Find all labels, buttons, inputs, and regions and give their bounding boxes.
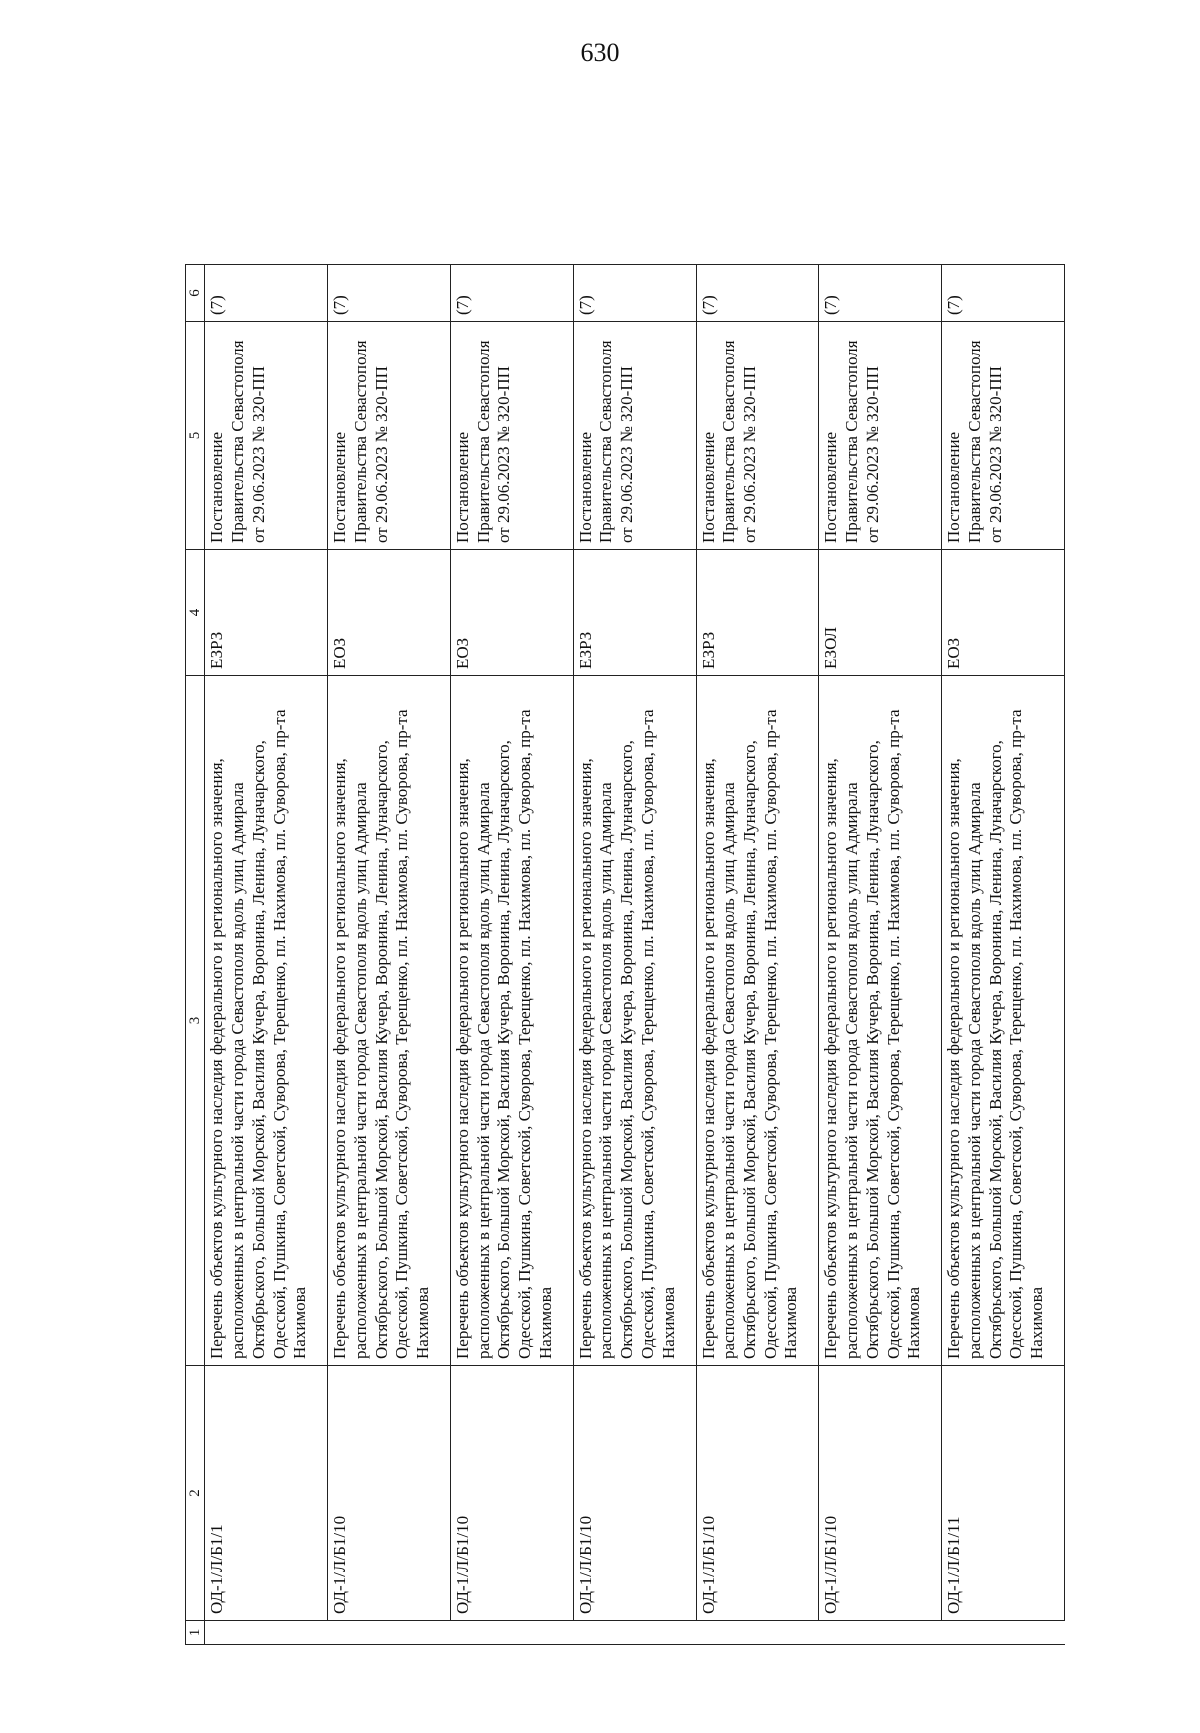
header-cell-4: 4 [186,550,205,676]
description-cell: Перечень объектов культурного наследия федерального и регионального значения, расположенных в центральной части города Севастополя вдоль улиц Адмирала Октябрьского, Большой Морской, Василия Кучера, Воронина, Ленина, Луначарского, Одесской, Пушкина, Советской, Суворова, Терещенко, пл. Нахимова, пл. Суворова, пр-та Нахимова [573,676,696,1366]
table-row [696,265,819,1645]
description-cell: Перечень объектов культурного наследия федерального и регионального значения, расположенных в центральной части города Севастополя вдоль улиц Адмирала Октябрьского, Большой Морской, Василия Кучера, Воронина, Ленина, Луначарского, Одесской, Пушкина, Советской, Суворова, Терещенко, пл. Нахимова, пл. Суворова, пр-та Нахимова [328,676,451,1366]
rotated-table-container [185,265,1065,1645]
document-cell: Постановление Правительства Севастополя от 29.06.2023 № 320-ПП [450,322,573,550]
category-cell: ЕОЗ [942,550,1065,676]
code-cell: ОД-1/Л/Б1/11 [942,1366,1065,1621]
note-cell: (7) [942,265,1065,322]
header-row [186,265,205,1645]
header-cell-6: 6 [186,265,205,322]
note-cell: (7) [450,265,573,322]
header-cell-1: 1 [186,1621,205,1645]
code-cell: ОД-1/Л/Б1/10 [573,1366,696,1621]
document-cell: Постановление Правительства Севастополя от 29.06.2023 № 320-ПП [205,322,328,550]
table-row [573,265,696,1645]
note-cell: (7) [819,265,942,322]
row-index-cell [205,1621,328,1645]
category-cell: ЕЗРЗ [696,550,819,676]
document-cell: Постановление Правительства Севастополя от 29.06.2023 № 320-ПП [942,322,1065,550]
header-cell-3: 3 [186,676,205,1366]
category-cell: ЕЗОЛ [819,550,942,676]
header-cell-2: 2 [186,1366,205,1621]
code-cell: ОД-1/Л/Б1/10 [328,1366,451,1621]
note-cell: (7) [328,265,451,322]
document-cell: Постановление Правительства Севастополя от 29.06.2023 № 320-ПП [573,322,696,550]
row-index-cell [328,1621,451,1645]
row-index-cell [942,1621,1065,1645]
table-row [205,265,328,1645]
document-cell: Постановление Правительства Севастополя от 29.06.2023 № 320-ПП [819,322,942,550]
document-table [185,264,1065,1645]
row-index-cell [450,1621,573,1645]
category-cell: ЕЗРЗ [573,550,696,676]
code-cell: ОД-1/Л/Б1/10 [819,1366,942,1621]
note-cell: (7) [696,265,819,322]
table-row [328,265,451,1645]
description-cell: Перечень объектов культурного наследия федерального и регионального значения, расположенных в центральной части города Севастополя вдоль улиц Адмирала Октябрьского, Большой Морской, Василия Кучера, Воронина, Ленина, Луначарского, Одесской, Пушкина, Советской, Суворова, Терещенко, пл. Нахимова, пл. Суворова, пр-та Нахимова [450,676,573,1366]
row-index-cell [819,1621,942,1645]
code-cell: ОД-1/Л/Б1/1 [205,1366,328,1621]
description-cell: Перечень объектов культурного наследия федерального и регионального значения, расположенных в центральной части города Севастополя вдоль улиц Адмирала Октябрьского, Большой Морской, Василия Кучера, Воронина, Ленина, Луначарского, Одесской, Пушкина, Советской, Суворова, Терещенко, пл. Нахимова, пл. Суворова, пр-та Нахимова [205,676,328,1366]
table-row [450,265,573,1645]
table-row [942,265,1065,1645]
description-cell: Перечень объектов культурного наследия федерального и регионального значения, расположенных в центральной части города Севастополя вдоль улиц Адмирала Октябрьского, Большой Морской, Василия Кучера, Воронина, Ленина, Луначарского, Одесской, Пушкина, Советской, Суворова, Терещенко, пл. Нахимова, пл. Суворова, пр-та Нахимова [942,676,1065,1366]
note-cell: (7) [205,265,328,322]
category-cell: ЕОЗ [450,550,573,676]
page-number: 630 [580,38,620,67]
row-index-cell [696,1621,819,1645]
description-cell: Перечень объектов культурного наследия федерального и регионального значения, расположенных в центральной части города Севастополя вдоль улиц Адмирала Октябрьского, Большой Морской, Василия Кучера, Воронина, Ленина, Луначарского, Одесской, Пушкина, Советской, Суворова, Терещенко, пл. Нахимова, пл. Суворова, пр-та Нахимова [819,676,942,1366]
row-index-cell [573,1621,696,1645]
document-cell: Постановление Правительства Севастополя от 29.06.2023 № 320-ПП [328,322,451,550]
code-cell: ОД-1/Л/Б1/10 [696,1366,819,1621]
description-cell: Перечень объектов культурного наследия федерального и регионального значения, расположенных в центральной части города Севастополя вдоль улиц Адмирала Октябрьского, Большой Морской, Василия Кучера, Воронина, Ленина, Луначарского, Одесской, Пушкина, Советской, Суворова, Терещенко, пл. Нахимова, пл. Суворова, пр-та Нахимова [696,676,819,1366]
category-cell: ЕОЗ [328,550,451,676]
note-cell: (7) [573,265,696,322]
header-cell-5: 5 [186,322,205,550]
code-cell: ОД-1/Л/Б1/10 [450,1366,573,1621]
table-row [819,265,942,1645]
category-cell: ЕЗРЗ [205,550,328,676]
document-cell: Постановление Правительства Севастополя от 29.06.2023 № 320-ПП [696,322,819,550]
